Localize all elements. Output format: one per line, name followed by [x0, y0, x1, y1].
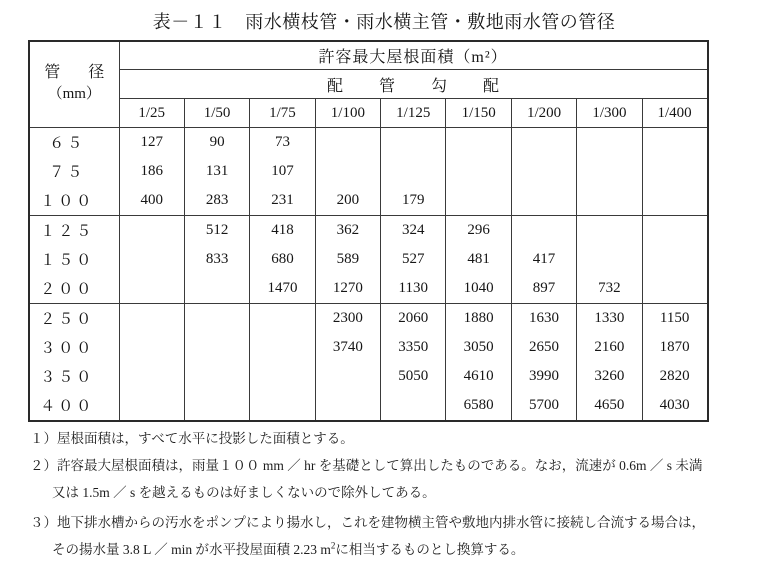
cell-value: 1040 [446, 274, 511, 304]
cell-value [250, 333, 315, 362]
cell-value: 418 [250, 216, 315, 246]
cell-value: 283 [184, 186, 249, 216]
cell-value: 680 [250, 245, 315, 274]
cell-value: 6580 [446, 391, 511, 421]
cell-value: 3260 [577, 362, 642, 391]
note-3-line-2-wrap [0, 540, 525, 557]
cell-value: 3740 [315, 333, 380, 362]
note-2-line-2-wrap [0, 486, 436, 500]
cell-value: 3350 [381, 333, 446, 362]
cell-value [446, 186, 511, 216]
cell-value [577, 157, 642, 186]
header-cell-slope-1-50: 1/50 [184, 99, 249, 128]
cell-value: 417 [511, 245, 576, 274]
cell-value: 4030 [642, 391, 707, 421]
cell-value: 3050 [446, 333, 511, 362]
cell-value: 5700 [511, 391, 576, 421]
note-3-line-2 [0, 540, 525, 557]
cell-diameter: １５０ [29, 245, 119, 274]
cell-value: 4650 [577, 391, 642, 421]
cell-value: 527 [381, 245, 446, 274]
cell-value [119, 362, 184, 391]
cell-value: 1130 [381, 274, 446, 304]
cell-value: 589 [315, 245, 380, 274]
cell-value [642, 216, 707, 246]
header-cell-slope-1-100: 1/100 [315, 99, 380, 128]
table-row [29, 304, 708, 334]
header-row-area [29, 41, 708, 70]
note-2-line-1-wrap [0, 459, 702, 473]
header-label-diameter-unit: （mm） [47, 86, 101, 103]
note-3-line-2-text-a: その揚水量 3.8 L ／ min が水平投屋面積 2.23 m [52, 542, 331, 557]
header-row-slope-values [29, 99, 708, 128]
header-label-diameter: 管 径 [44, 64, 111, 82]
note-3-superscript-square: 2 [330, 540, 336, 551]
cell-value [184, 391, 249, 421]
header-cell-pipe-diameter [29, 41, 119, 128]
cell-diameter: ４００ [29, 391, 119, 421]
cell-value: 897 [511, 274, 576, 304]
cell-value: 131 [184, 157, 249, 186]
cell-value [511, 186, 576, 216]
page-title: 表－１１ 雨水横枝管・雨水横主管・敷地雨水管の管径 [152, 12, 616, 32]
table-body [29, 128, 708, 422]
header-cell-slope-1-300: 1/300 [577, 99, 642, 128]
table-row [29, 362, 708, 391]
header-cell-pipe-slope: 配 管 勾 配 [119, 70, 708, 99]
table-row [29, 128, 708, 158]
cell-value [381, 391, 446, 421]
note-1-line-1: １）屋根面積は，すべて水平に投影した面積とする。 [30, 431, 354, 446]
cell-value [119, 304, 184, 334]
note-1 [0, 432, 354, 446]
cell-value [381, 157, 446, 186]
cell-value: 1870 [642, 333, 707, 362]
cell-value [511, 216, 576, 246]
cell-value [511, 157, 576, 186]
cell-value: 5050 [381, 362, 446, 391]
note-2-line-1: ２）許容最大屋根面積は，雨量１００ mm ／ hr を基礎として算出したものである。なお，流速が 0.6m ／ s 未満 [30, 458, 703, 473]
note-3-line-1-wrap [0, 516, 705, 530]
cell-value [184, 304, 249, 334]
cell-value [446, 157, 511, 186]
cell-value: 296 [446, 216, 511, 246]
table-row [29, 391, 708, 421]
cell-value: 179 [381, 186, 446, 216]
cell-value: 127 [119, 128, 184, 158]
note-3-line-1: ３）地下排水槽からの汚水をポンプにより揚水し，これを建物横主管や敷地内排水管に接続し合流する場合は， [30, 515, 705, 530]
cell-value: 231 [250, 186, 315, 216]
cell-value: 2160 [577, 333, 642, 362]
cell-value: 107 [250, 157, 315, 186]
cell-value [577, 216, 642, 246]
cell-diameter: ６５ [29, 128, 119, 158]
header-cell-allowable-roof-area: 許容最大屋根面積（m²） [119, 41, 708, 70]
cell-value: 1150 [642, 304, 707, 334]
cell-value [119, 391, 184, 421]
cell-value: 1270 [315, 274, 380, 304]
cell-value: 1330 [577, 304, 642, 334]
header-cell-slope-1-75: 1/75 [250, 99, 315, 128]
cell-value: 833 [184, 245, 249, 274]
cell-diameter: １００ [29, 186, 119, 216]
cell-value: 73 [250, 128, 315, 158]
table-header [29, 41, 708, 128]
table-row [29, 333, 708, 362]
cell-value: 2060 [381, 304, 446, 334]
cell-value: 200 [315, 186, 380, 216]
cell-value [250, 362, 315, 391]
table-row [29, 186, 708, 216]
cell-diameter: ３００ [29, 333, 119, 362]
table-row [29, 245, 708, 274]
cell-value [511, 128, 576, 158]
cell-value: 324 [381, 216, 446, 246]
cell-diameter: ３５０ [29, 362, 119, 391]
cell-value [642, 157, 707, 186]
note-2-line-2: 又は 1.5m ／ s を越えるものは好ましくないので除外してある。 [52, 485, 436, 500]
cell-value: 4610 [446, 362, 511, 391]
header-cell-slope-1-400: 1/400 [642, 99, 707, 128]
cell-diameter: １２５ [29, 216, 119, 246]
table-row [29, 157, 708, 186]
cell-value [184, 333, 249, 362]
header-cell-slope-1-25: 1/25 [119, 99, 184, 128]
table-row [29, 274, 708, 304]
cell-value [119, 274, 184, 304]
header-cell-slope-1-125: 1/125 [381, 99, 446, 128]
cell-value [577, 245, 642, 274]
cell-value [250, 304, 315, 334]
cell-value [577, 128, 642, 158]
cell-value: 2300 [315, 304, 380, 334]
cell-value [315, 128, 380, 158]
cell-diameter: ２００ [29, 274, 119, 304]
pipe-diameter-table [28, 40, 709, 422]
note-3-line-2-text-b: に相当するものとし換算する。 [335, 542, 525, 557]
cell-value [315, 391, 380, 421]
cell-value: 1630 [511, 304, 576, 334]
cell-value: 732 [577, 274, 642, 304]
cell-value: 2650 [511, 333, 576, 362]
cell-value [250, 391, 315, 421]
cell-value: 400 [119, 186, 184, 216]
cell-diameter: ２５０ [29, 304, 119, 334]
cell-value: 1470 [250, 274, 315, 304]
cell-value [119, 245, 184, 274]
header-cell-slope-1-200: 1/200 [511, 99, 576, 128]
cell-value [642, 128, 707, 158]
header-row-slope [29, 70, 708, 99]
cell-value: 1880 [446, 304, 511, 334]
cell-value [577, 186, 642, 216]
cell-value: 481 [446, 245, 511, 274]
cell-value [642, 186, 707, 216]
cell-value [315, 362, 380, 391]
cell-value: 2820 [642, 362, 707, 391]
cell-value [119, 333, 184, 362]
table-row [29, 216, 708, 246]
header-cell-slope-1-150: 1/150 [446, 99, 511, 128]
cell-value [642, 274, 707, 304]
cell-value [184, 274, 249, 304]
cell-value [119, 216, 184, 246]
pipe-diameter-table-container [28, 40, 707, 422]
cell-value [642, 245, 707, 274]
cell-value [446, 128, 511, 158]
cell-value: 90 [184, 128, 249, 158]
cell-value: 186 [119, 157, 184, 186]
cell-value: 362 [315, 216, 380, 246]
cell-value: 3990 [511, 362, 576, 391]
cell-value [184, 362, 249, 391]
cell-value [381, 128, 446, 158]
cell-diameter: ７５ [29, 157, 119, 186]
cell-value: 512 [184, 216, 249, 246]
cell-value [315, 157, 380, 186]
